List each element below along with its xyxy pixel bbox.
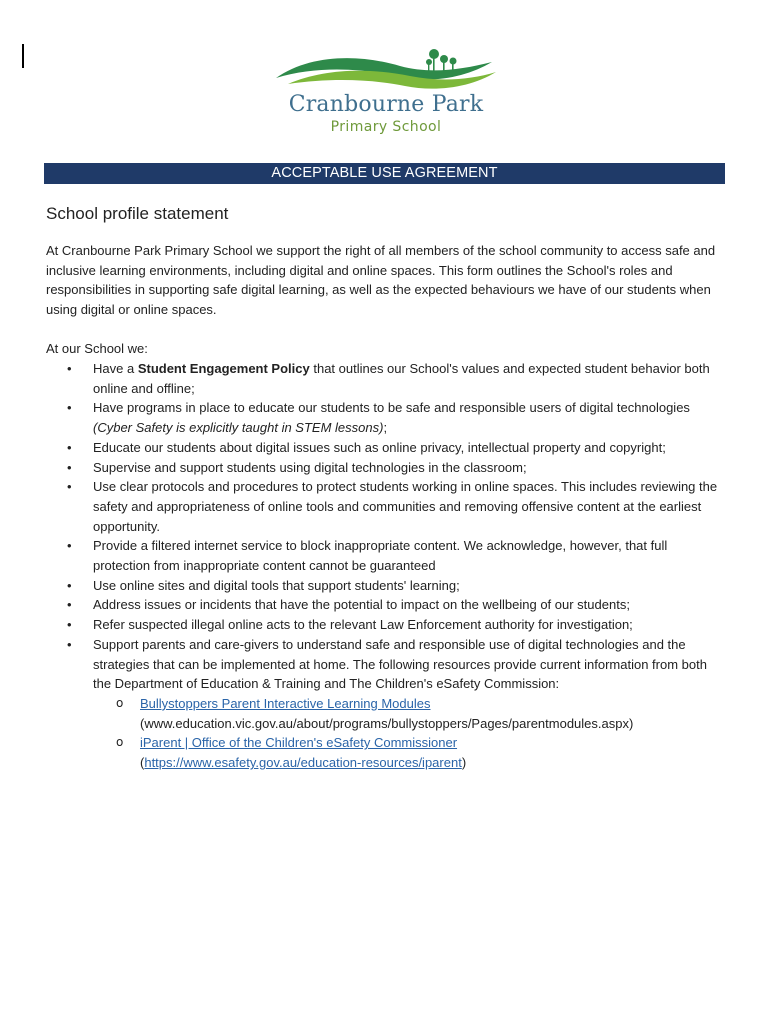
list-item: • Use online sites and digital tools that support students' learning; [46,576,726,596]
policy-name: Student Engagement Policy [137,361,310,376]
bullystoppers-link[interactable]: Bullystoppers Parent Interactive Learning Modules [140,695,431,711]
resource-item [93,733,726,772]
circle-bullet-icon: o [116,695,124,710]
section-title: School profile statement [46,204,229,223]
at-school-label: At our School we: [46,341,148,356]
resource-url: (www.education.vic.gov.au/about/programs/bullystoppers/Pages/parentmodules.aspx) [140,715,634,731]
resource-url-close: ) [461,755,467,771]
school-logo [270,44,502,140]
list-item: • Provide a filtered internet service to block inappropriate content. We acknowledge, however, that full protection from inappropriate content cannot be guaranteed [46,536,726,575]
logo-swoosh-icon [270,44,502,94]
bullet-note: (Cyber Safety is explicitly taught in STEM lessons) [93,420,384,436]
resource-url-open: ( [140,755,145,771]
bullet-text: Support parents and care-givers to understand safe and responsible use of digital technologies and the strategies that can be implemented at home. The following resources provide current information from both the Department of Education & Training and The Children's eSafety Commission: [93,636,707,692]
iparent-link[interactable]: iParent | Office of the Children's eSafety Commissioner [140,735,458,751]
list-item [46,398,726,437]
text-cursor [22,44,24,68]
bullet-text: ; [383,420,388,436]
list-item: • Supervise and support students using digital technologies in the classroom; [46,458,726,478]
list-item: • Educate our students about digital issues such as online privacy, intellectual property and copyright; [46,438,726,458]
bullet-text: Have a [93,361,138,376]
bullet-text: Have programs in place to educate our students to be safe and responsible users of digital technologies [93,400,690,416]
list-item [46,359,726,398]
bullet-text: that outlines our School's values and expected student behavior both online and offline; [93,361,710,396]
logo-school-subtitle: Primary School [330,119,442,135]
agreement-banner: ACCEPTABLE USE AGREEMENT [44,163,725,184]
list-item: • Refer suspected illegal online acts to the relevant Law Enforcement authority for investigation; [46,615,726,635]
list-item: • Address issues or incidents that have the potential to impact on the wellbeing of our students; [46,595,726,615]
intro-paragraph: At Cranbourne Park Primary School we support the right of all members of the school community to access safe and inclusive learning environments, including digital and online spaces. This form outlines the School's roles and responsibilities in supporting safe digital learning, as well as the expected behaviours we have of our students when using digital or online spaces. [46,243,716,318]
logo-school-name: Cranbourne Park [288,92,484,117]
esafety-url-link[interactable]: https://www.esafety.gov.au/education-resources/iparent [144,755,462,771]
list-item: • Use clear protocols and procedures to protect students working in online spaces. This includes reviewing the safety and appropriateness of online tools and communities and removing offensive content at the earliest opportunity. [46,477,726,536]
resources-list [93,694,726,773]
list-item [46,635,726,773]
resource-item [93,694,726,733]
commitments-list [46,359,726,773]
circle-bullet-icon: o [116,735,124,750]
